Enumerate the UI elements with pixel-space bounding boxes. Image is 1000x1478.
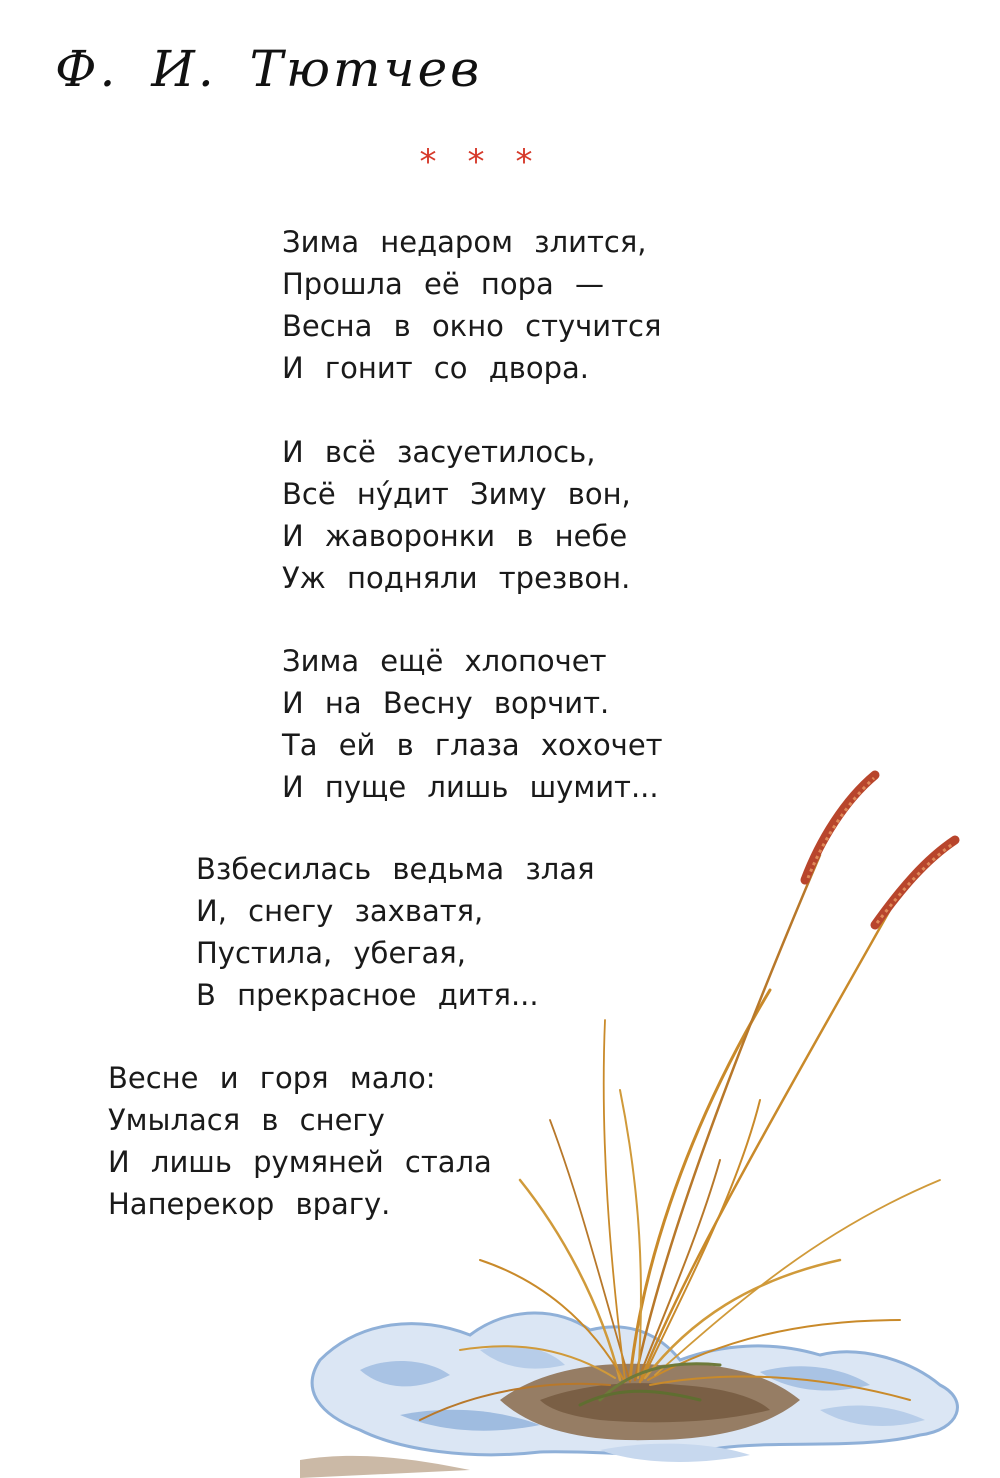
poem-line: Взбесилась ведьма злая [196,852,595,886]
author-name: Ф. И. Тютчев [55,40,483,98]
stanza-separator [404,142,548,182]
poem-line: Зима ещё хлопочет [282,644,607,678]
poem-line: И лишь румяней стала [108,1145,492,1179]
poem-line: Наперекор врагу. [108,1187,391,1221]
poem-line: Всё нýдит Зиму вон, [282,477,631,511]
poem-line: Прошла её пора — [282,267,605,301]
asterisk-3: * [515,142,533,182]
poem-line: Пустила, убегая, [196,936,466,970]
stanza-1 [282,221,661,389]
poem-line: И гонит со двора. [282,351,589,385]
poem-line: И пуще лишь шумит... [282,770,659,804]
poem-line: Умылася в снегу [108,1103,385,1137]
poem-line: Весна в окно стучится [282,309,662,343]
poem-line: В прекрасное дитя... [196,978,539,1012]
poem-line: И, снегу захватя, [196,894,484,928]
poem-line: И на Весну ворчит. [282,686,610,720]
poem-line: И всё засуетилось, [282,435,596,469]
poem-line: Весне и горя мало: [108,1061,436,1095]
poem-line: Та ей в глаза хохочет [282,728,663,762]
seedheads [805,775,955,925]
poem-line: И жаворонки в небе [282,519,628,553]
stanza-2 [282,431,631,599]
grass-in-snow-illustration [300,760,1000,1478]
poem-line: Уж подняли трезвон. [282,561,631,595]
asterisk-2: * [467,142,485,182]
asterisk-1: * [419,142,437,182]
poem-line: Зима недаром злится, [282,225,647,259]
